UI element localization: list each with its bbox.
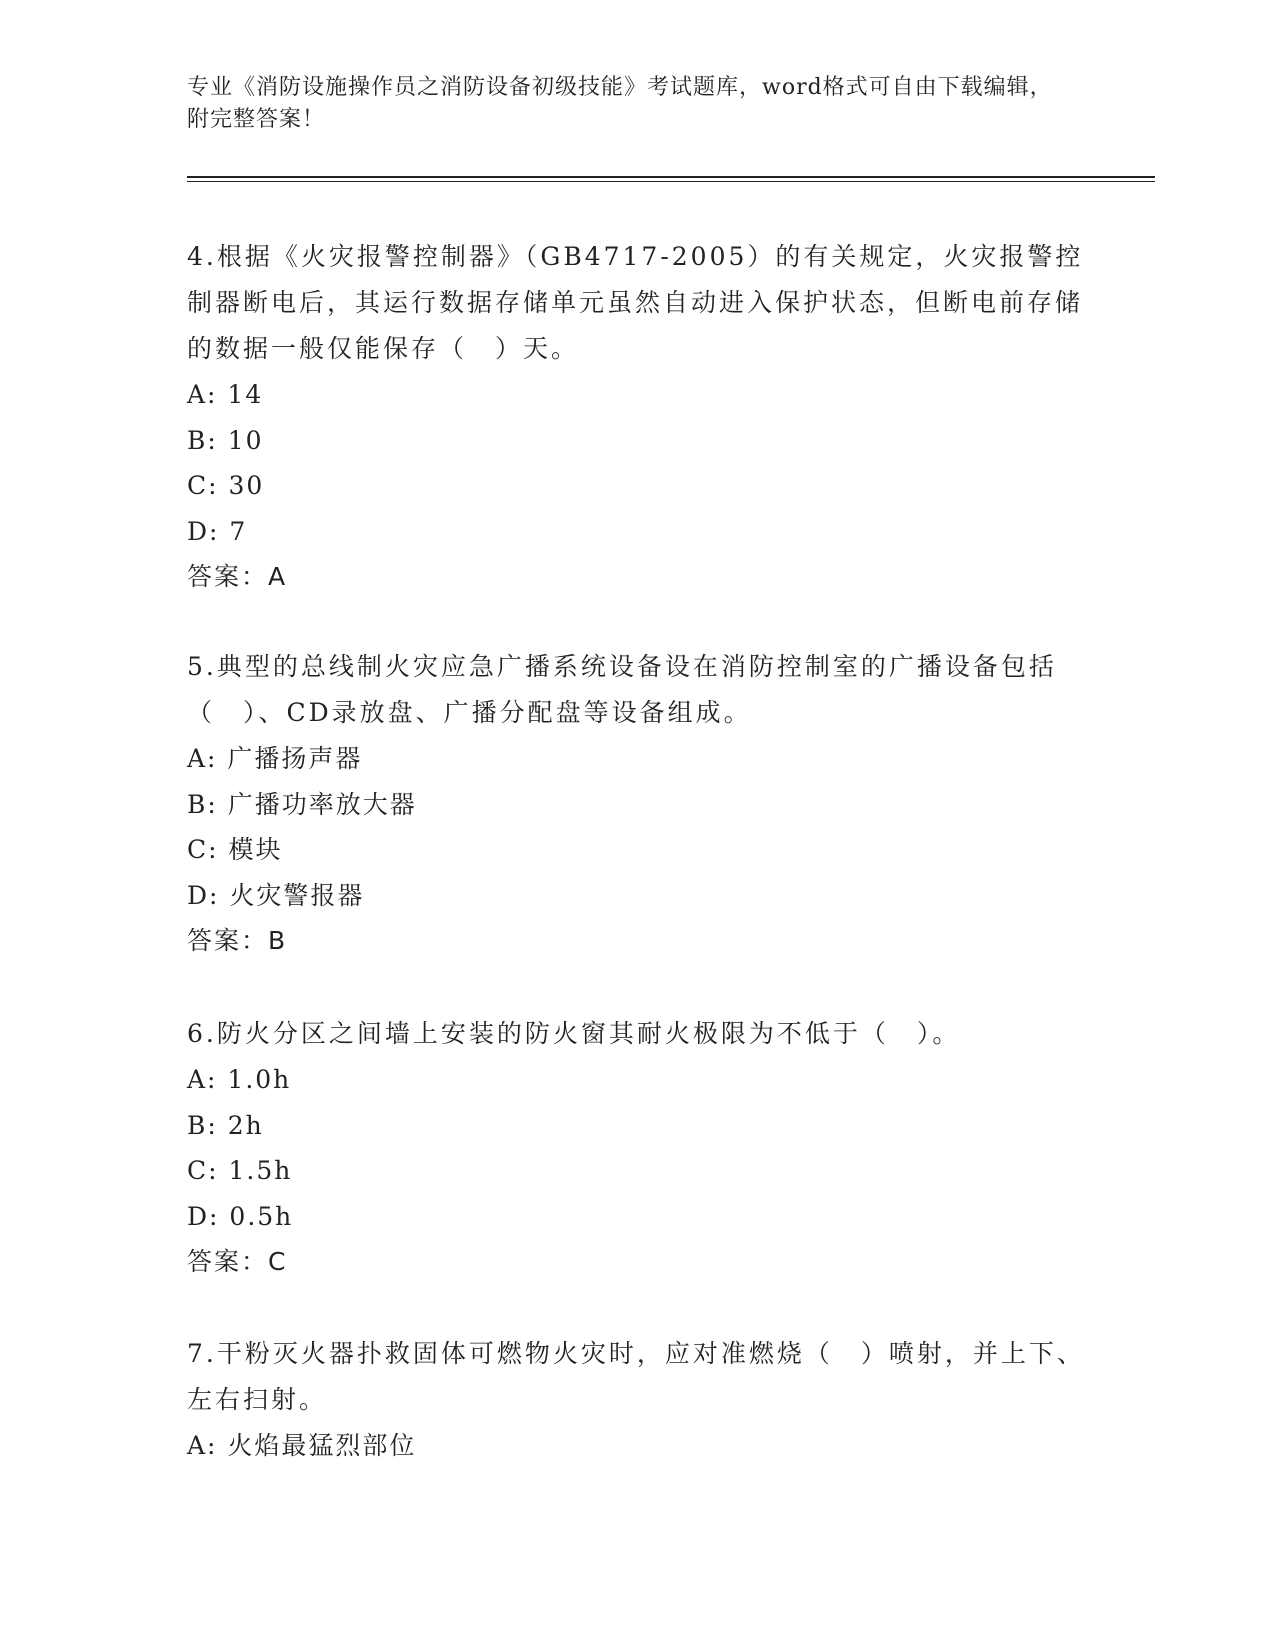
answer-text: 答案：C — [187, 1247, 288, 1276]
option-b: B: 2h — [187, 1110, 264, 1140]
question-6 — [187, 1011, 1087, 1285]
option-a: A: 火焰最猛烈部位 — [187, 1431, 417, 1460]
header-text: 专业《消防设施操作员之消防设备初级技能》考试题库，word格式可自由下载编辑，附完整答案！ — [187, 75, 1053, 132]
question-text: 4.根据《火灾报警控制器》（GB4717-2005）的有关规定，火灾报警控制器断电后，其运行数据存储单元虽然自动进入保护状态，但断电前存储的数据一般仅能保存（ ）天。 — [187, 242, 1084, 363]
answer-text: 答案：A — [187, 562, 288, 591]
option-a: A: 广播扬声器 — [187, 744, 363, 773]
header-divider — [187, 176, 1155, 178]
option-a: A: 1.0h — [187, 1065, 292, 1094]
answer-text: 答案：B — [187, 926, 288, 955]
option-d: D: 7 — [187, 516, 248, 546]
option-c: C: 模块 — [187, 835, 283, 864]
question-text: 5.典型的总线制火灾应急广播系统设备设在消防控制室的广播设备包括（ ）、CD录放盘、广播分配盘等设备组成。 — [187, 652, 1057, 727]
option-b: B: 广播功率放大器 — [187, 789, 417, 819]
option-d: D: 0.5h — [187, 1201, 294, 1231]
option-b: B: 10 — [187, 425, 264, 455]
question-5 — [187, 644, 1087, 964]
option-d: D: 火灾警报器 — [187, 880, 365, 910]
question-7 — [187, 1331, 1087, 1469]
question-4 — [187, 234, 1087, 600]
option-c: C: 1.5h — [187, 1156, 293, 1185]
question-text: 7.干粉灭火器扑救固体可燃物火灾时，应对准燃烧（ ）喷射，并上下、左右扫射。 — [187, 1339, 1085, 1414]
question-text: 6.防火分区之间墙上安装的防火窗其耐火极限为不低于（ ）。 — [187, 1019, 961, 1048]
option-c: C: 30 — [187, 471, 265, 500]
header-divider-thin — [187, 181, 1155, 182]
option-a: A: 14 — [187, 380, 264, 409]
